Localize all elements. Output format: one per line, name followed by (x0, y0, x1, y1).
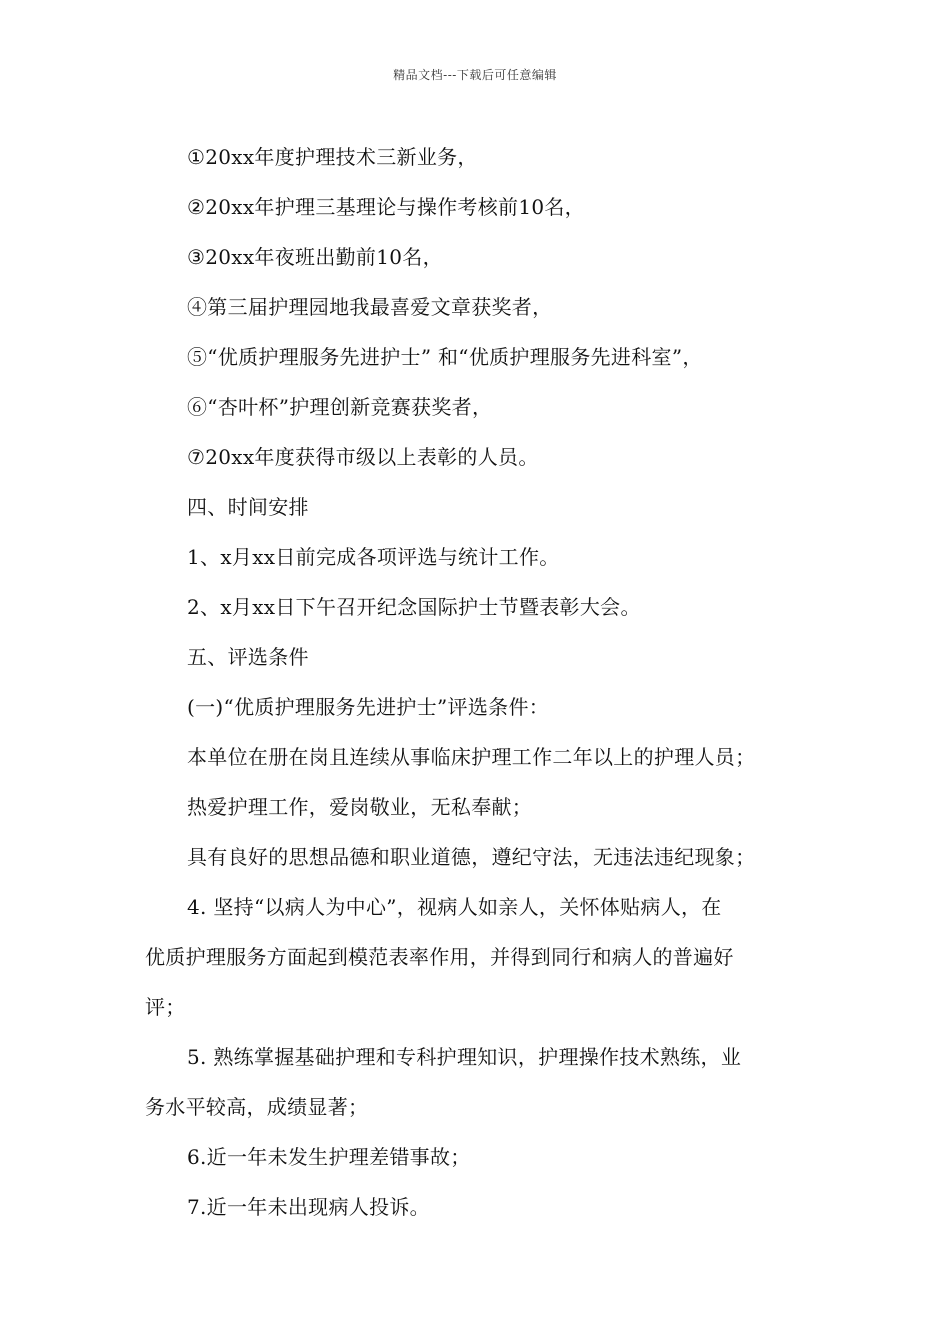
criteria-item-7: 7.近一年未出现病人投诉。 (187, 1195, 430, 1219)
award-item-1: ①20xx年度护理技术三新业务， (187, 145, 478, 169)
criteria-item-3: 具有良好的思想品德和职业道德，遵纪守法，无违法违纪现象； (187, 845, 756, 869)
criteria-item-1: 本单位在册在岗且连续从事临床护理工作二年以上的护理人员； (187, 745, 756, 769)
subsection-heading-nurse-criteria: (一)“优质护理服务先进护士”评选条件： (187, 695, 550, 719)
criteria-item-4-line-3: 评； (145, 995, 186, 1019)
award-item-6: ⑥“杏叶杯”护理创新竞赛获奖者， (187, 395, 493, 419)
award-item-2: ②20xx年护理三基理论与操作考核前10名， (187, 195, 585, 219)
document-body (145, 132, 810, 1232)
criteria-item-4-line-1: 4. 坚持“以病人为中心”，视病人如亲人，关怀体贴病人，在 (187, 895, 722, 919)
criteria-item-2: 热爱护理工作，爱岗敬业，无私奉献； (187, 795, 533, 819)
section-heading-schedule: 四、时间安排 (187, 495, 309, 519)
award-item-3: ③20xx年夜班出勤前10名， (187, 245, 443, 269)
schedule-item-2: 2、x月xx日下午召开纪念国际护士节暨表彰大会。 (187, 595, 641, 619)
page-header: 精品文档---下载后可任意编辑 (393, 68, 557, 82)
schedule-item-1: 1、x月xx日前完成各项评选与统计工作。 (187, 545, 560, 569)
criteria-item-6: 6.近一年未发生护理差错事故； (187, 1145, 471, 1169)
criteria-item-4-line-2: 优质护理服务方面起到模范表率作用，并得到同行和病人的普遍好 (145, 945, 734, 969)
award-item-5: ⑤“优质护理服务先进护士” 和“优质护理服务先进科室”， (187, 345, 703, 369)
criteria-item-5-line-1: 5. 熟练掌握基础护理和专科护理知识，护理操作技术熟练，业 (187, 1045, 742, 1069)
award-item-4: ④第三届护理园地我最喜爱文章获奖者， (187, 295, 553, 319)
section-heading-criteria: 五、评选条件 (187, 645, 309, 669)
award-item-7: ⑦20xx年度获得市级以上表彰的人员。 (187, 445, 539, 469)
criteria-item-5-line-2: 务水平较高，成绩显著； (145, 1095, 369, 1119)
